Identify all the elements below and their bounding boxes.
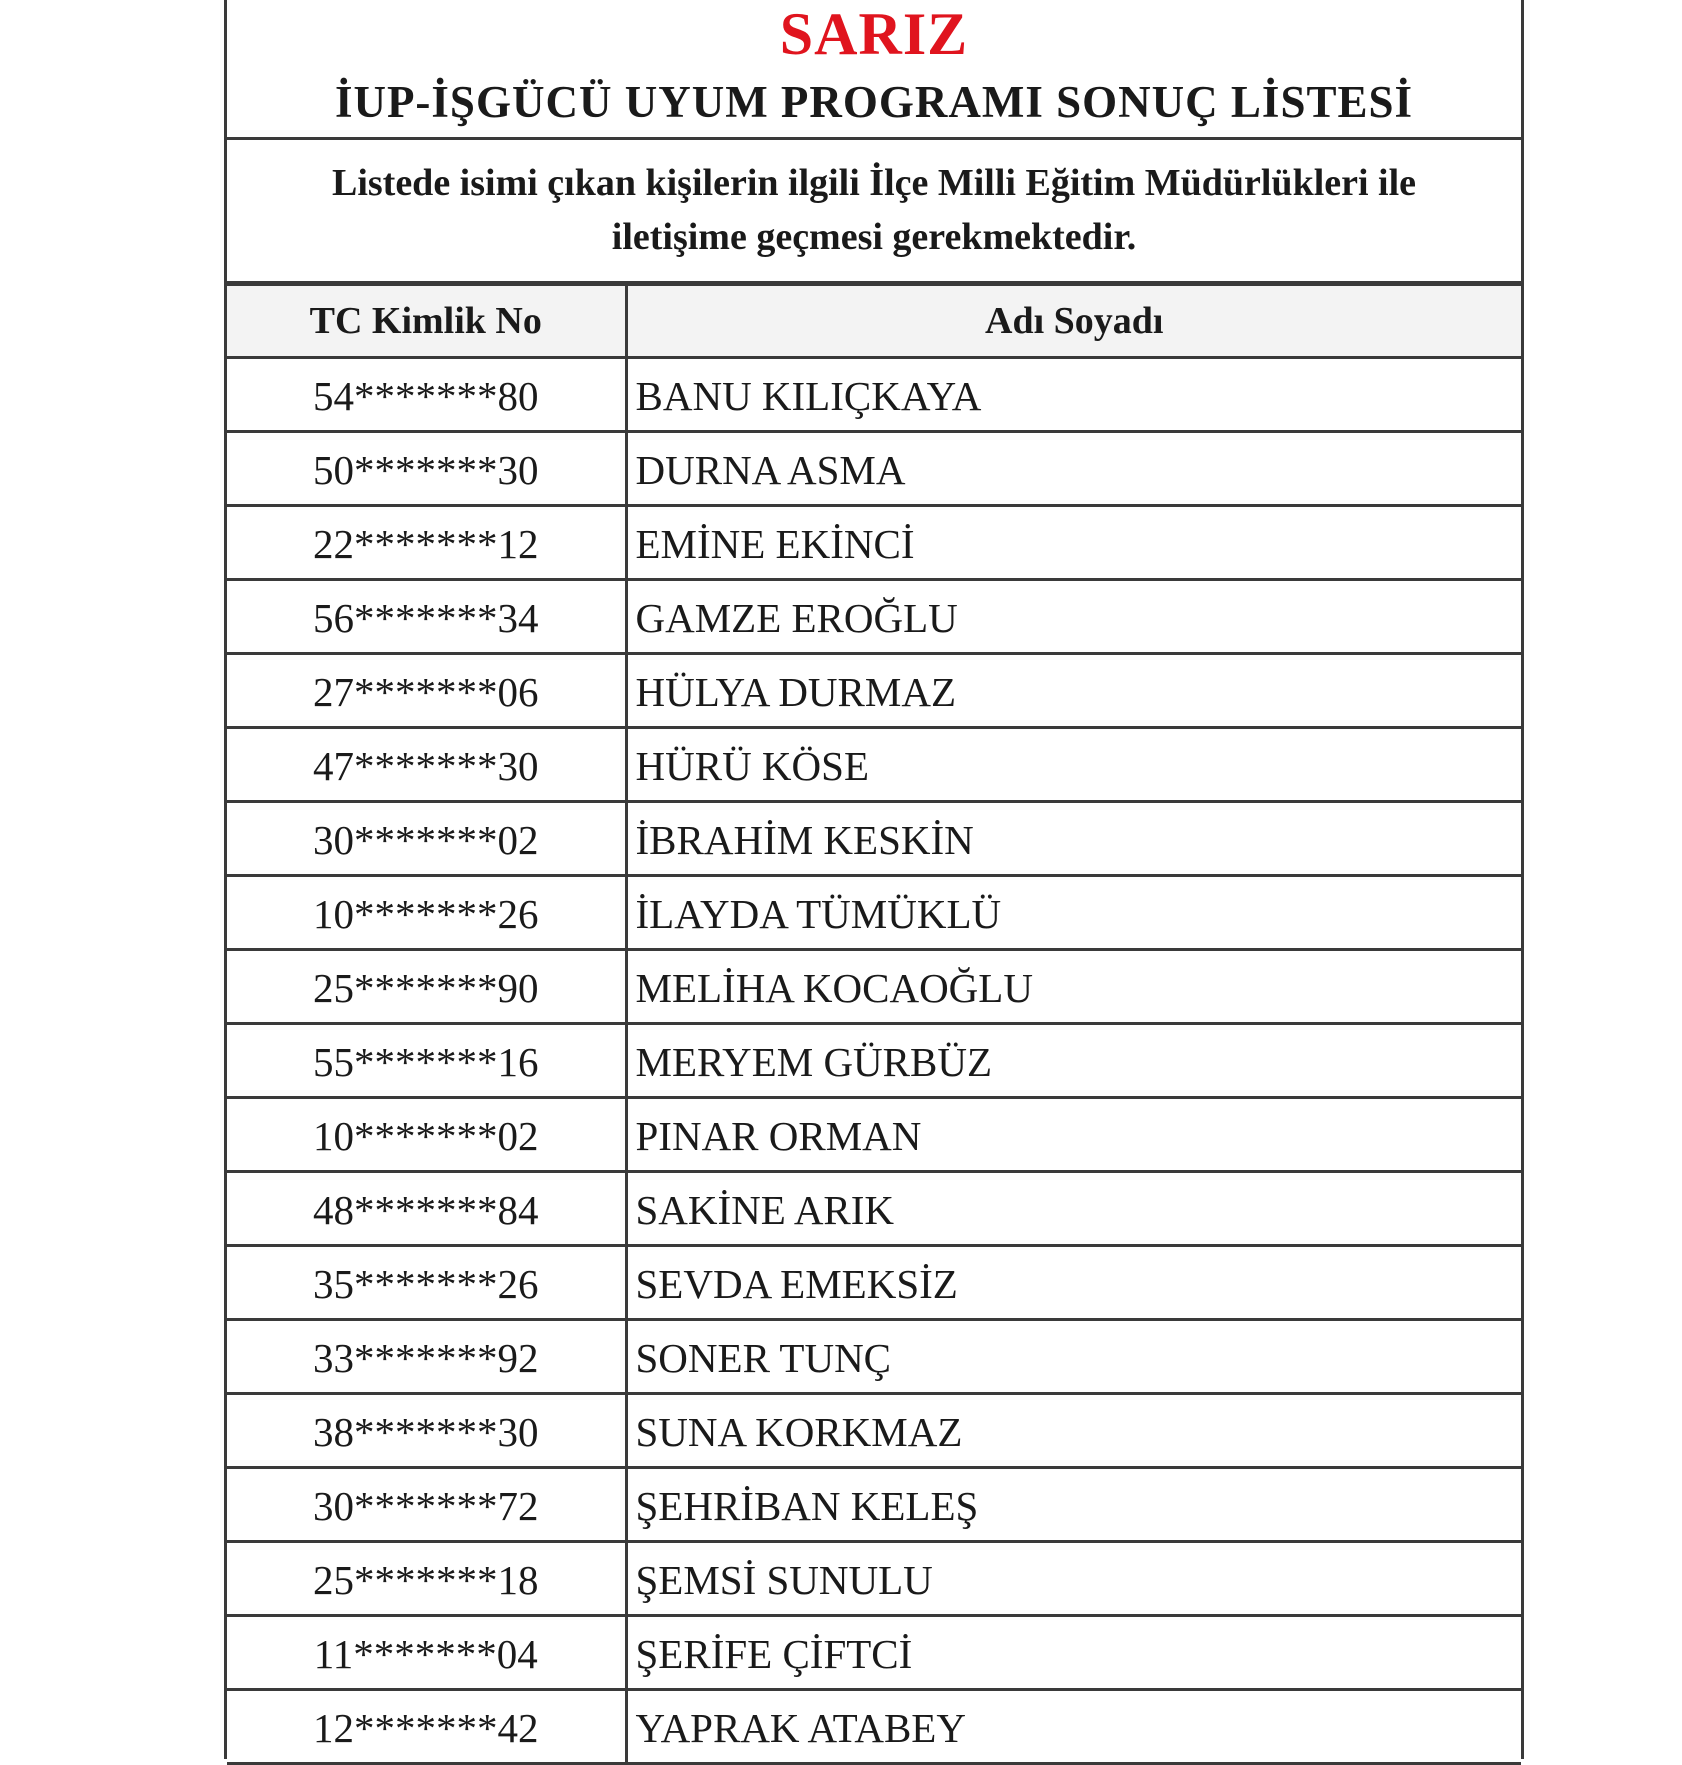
table-row [227,357,1521,431]
table-row [227,1097,1521,1171]
tc-kimlik-no-cell: 12*******42 [227,1689,626,1763]
adi-soyadi-cell: BANU KILIÇKAYA [626,357,1521,431]
adi-soyadi-cell: SUNA KORKMAZ [626,1393,1521,1467]
tc-kimlik-no-cell: 30*******72 [227,1467,626,1541]
table-row [227,505,1521,579]
table-row [227,1319,1521,1393]
tc-kimlik-no-cell: 22*******12 [227,505,626,579]
adi-soyadi-cell: İBRAHİM KESKİN [626,801,1521,875]
adi-soyadi-cell: YAPRAK ATABEY [626,1689,1521,1763]
city-title: SARIZ [779,1,969,67]
table-row [227,579,1521,653]
adi-soyadi-cell: MELİHA KOCAOĞLU [626,949,1521,1023]
table-row [227,1171,1521,1245]
table-row [227,727,1521,801]
table-row [227,431,1521,505]
adi-soyadi-cell: ŞEMSİ SUNULU [626,1541,1521,1615]
adi-soyadi-cell: ŞEHRİBAN KELEŞ [626,1467,1521,1541]
tc-kimlik-no-cell: 48*******84 [227,1171,626,1245]
notice-block [227,140,1521,284]
adi-soyadi-cell: İLAYDA TÜMÜKLÜ [626,875,1521,949]
tc-kimlik-no-cell: 33*******92 [227,1319,626,1393]
tc-kimlik-no-cell: 10*******02 [227,1097,626,1171]
tc-kimlik-no-cell: 30*******02 [227,801,626,875]
table-row [227,949,1521,1023]
program-title: İUP-İŞGÜCÜ UYUM PROGRAMI SONUÇ LİSTESİ [334,77,1414,127]
table-row [227,653,1521,727]
adi-soyadi-cell: SAKİNE ARIK [626,1171,1521,1245]
adi-soyadi-cell: HÜRÜ KÖSE [626,727,1521,801]
adi-soyadi-cell: MERYEM GÜRBÜZ [626,1023,1521,1097]
adi-soyadi-cell: SONER TUNÇ [626,1319,1521,1393]
notice-line-1: Listede isimi çıkan kişilerin ilgili İlçe Milli Eğitim Müdürlükleri ile [331,162,1417,204]
adi-soyadi-cell: DURNA ASMA [626,431,1521,505]
tc-kimlik-no-cell: 54*******80 [227,357,626,431]
adi-soyadi-cell: PINAR ORMAN [626,1097,1521,1171]
table-row [227,1393,1521,1467]
results-table [227,284,1521,1765]
table-body [227,357,1521,1763]
adi-soyadi-cell: EMİNE EKİNCİ [626,505,1521,579]
tc-kimlik-no-cell: 56*******34 [227,579,626,653]
tc-kimlik-no-cell: 38*******30 [227,1393,626,1467]
tc-kimlik-no-cell: 47*******30 [227,727,626,801]
table-header-row [227,285,1521,357]
title-block [227,0,1521,140]
tc-kimlik-no-cell: 35*******26 [227,1245,626,1319]
adi-soyadi-cell: ŞERİFE ÇİFTCİ [626,1615,1521,1689]
result-list-document [224,0,1524,1759]
adi-soyadi-cell: SEVDA EMEKSİZ [626,1245,1521,1319]
tc-kimlik-no-cell: 27*******06 [227,653,626,727]
tc-kimlik-no-cell: 25*******90 [227,949,626,1023]
tc-kimlik-no-cell: 55*******16 [227,1023,626,1097]
adi-soyadi-cell: GAMZE EROĞLU [626,579,1521,653]
tc-kimlik-no-cell: 11*******04 [227,1615,626,1689]
table-row [227,1541,1521,1615]
table-row [227,1023,1521,1097]
notice-line-2: iletişime geçmesi gerekmektedir. [611,216,1137,258]
adi-soyadi-cell: HÜLYA DURMAZ [626,653,1521,727]
tc-kimlik-no-cell: 50*******30 [227,431,626,505]
column-header-adi-soyadi: Adı Soyadı [626,285,1521,357]
table-row [227,1615,1521,1689]
tc-kimlik-no-cell: 25*******18 [227,1541,626,1615]
column-header-tc-kimlik-no: TC Kimlik No [227,285,626,357]
table-row [227,875,1521,949]
table-row [227,801,1521,875]
table-row [227,1245,1521,1319]
table-row [227,1467,1521,1541]
tc-kimlik-no-cell: 10*******26 [227,875,626,949]
table-row [227,1689,1521,1763]
